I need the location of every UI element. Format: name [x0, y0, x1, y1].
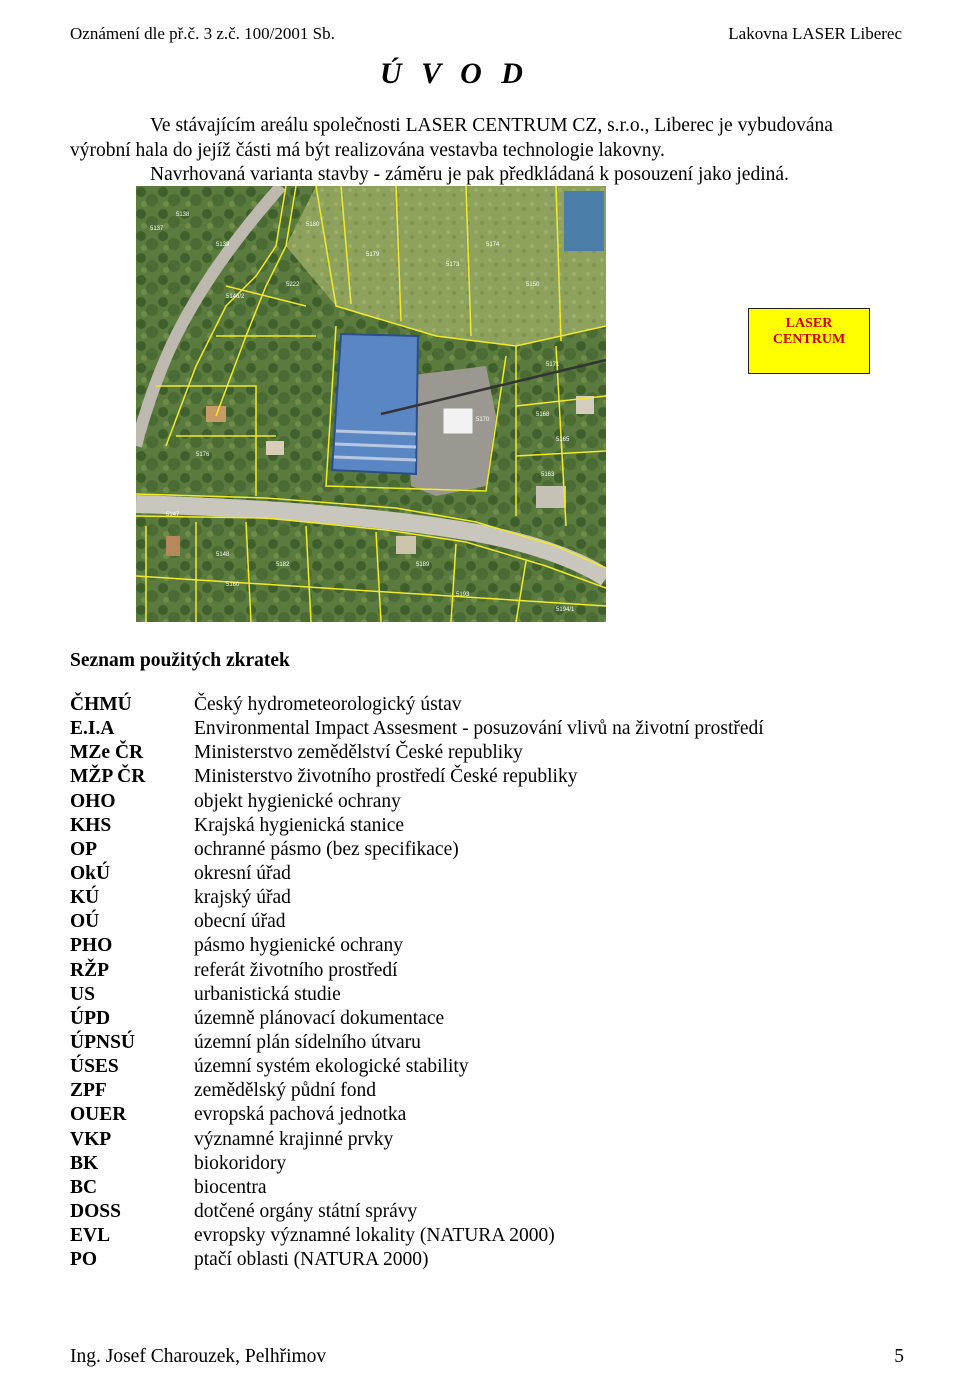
abbreviation-meaning: ptačí oblasti (NATURA 2000) — [194, 1249, 429, 1271]
parcel-label: 5139 — [216, 242, 230, 248]
callout-line-1: LASER — [785, 316, 833, 331]
parcel-label: 5179 — [366, 252, 380, 258]
abbreviation-row — [70, 1008, 764, 1032]
parcel-label: 5189 — [416, 562, 430, 568]
abbreviation-row — [70, 766, 764, 790]
intro-line-1: Ve stávajícím areálu společnosti LASER CENTRUM CZ, s.r.o., Liberec je vybudována — [150, 115, 833, 136]
header-right: Lakovna LASER Liberec — [728, 24, 902, 43]
abbreviation-code: ÚPD — [70, 1007, 111, 1029]
abbreviation-row — [70, 839, 764, 863]
abbreviation-meaning: krajský úřad — [194, 887, 291, 909]
abbreviation-meaning: Ministerstvo zemědělství České republiky — [194, 742, 523, 764]
abbreviation-code: OP — [70, 838, 98, 860]
abbreviation-meaning: biokoridory — [194, 1152, 287, 1174]
abbreviations-list — [70, 694, 764, 1273]
parcel-label: 5180 — [306, 222, 320, 228]
abbreviation-meaning: dotčené orgány státní správy — [194, 1200, 418, 1222]
abbreviations-title: Seznam použitých zkratek — [70, 650, 290, 671]
abbreviation-code: MZe ČR — [70, 742, 144, 764]
abbreviation-row — [70, 1129, 764, 1153]
abbreviation-row — [70, 1201, 764, 1225]
callout-line-2: CENTRUM — [772, 332, 846, 347]
parcel-label: 5176 — [196, 452, 210, 458]
abbreviation-meaning: významné krajinné prvky — [194, 1128, 394, 1150]
abbreviation-row — [70, 815, 764, 839]
abbreviation-code: E.I.A — [70, 718, 115, 740]
abbreviation-row — [70, 1225, 764, 1249]
parcel-label: 5173 — [446, 262, 460, 268]
abbreviation-code: EVL — [70, 1225, 111, 1247]
abbreviation-code: PHO — [70, 935, 113, 957]
abbreviation-code: OUER — [70, 1104, 127, 1126]
abbreviation-code: VKP — [70, 1128, 112, 1150]
abbreviation-row — [70, 791, 764, 815]
abbreviation-code: PO — [70, 1249, 98, 1271]
parcel-label: 5171 — [546, 362, 560, 368]
abbreviation-meaning: územní systém ekologické stability — [194, 1056, 469, 1078]
parcel-label: 5194/1 — [556, 607, 575, 613]
abbreviation-row — [70, 960, 764, 984]
abbreviation-meaning: evropská pachová jednotka — [194, 1104, 407, 1126]
abbreviation-row — [70, 718, 764, 742]
laser-centrum-callout — [748, 308, 870, 374]
footer-author: Ing. Josef Charouzek, Pelhřimov — [70, 1346, 327, 1367]
abbreviation-code: OHO — [70, 790, 116, 812]
parcel-label: 5148 — [216, 552, 230, 558]
abbreviation-meaning: objekt hygienické ochrany — [194, 790, 401, 812]
intro-line-2: výrobní hala do jejíž části má být realizována vestavba technologie lakovny. — [70, 139, 665, 161]
abbreviation-meaning: obecní úřad — [194, 911, 286, 933]
parcel-label: 5147 — [166, 512, 180, 518]
abbreviation-meaning: územní plán sídelního útvaru — [194, 1031, 421, 1053]
parcel-label: 5222 — [286, 282, 300, 288]
parcel-label: 5150 — [526, 282, 540, 288]
abbreviation-meaning: územně plánovací dokumentace — [194, 1007, 445, 1029]
parcel-label: 5193 — [456, 592, 470, 598]
parcel-label: 5163 — [541, 472, 555, 478]
footer-page-number: 5 — [894, 1346, 904, 1367]
abbreviation-row — [70, 694, 764, 718]
abbreviation-row — [70, 863, 764, 887]
abbreviation-code: US — [70, 983, 95, 1005]
abbreviation-meaning: evropsky významné lokality (NATURA 2000) — [194, 1225, 555, 1247]
abbreviation-code: DOSS — [70, 1200, 121, 1222]
abbreviation-code: BK — [70, 1152, 99, 1174]
intro-text — [70, 114, 910, 188]
abbreviation-row — [70, 935, 764, 959]
abbreviation-code: KHS — [70, 814, 112, 836]
abbreviation-meaning: zemědělský půdní fond — [194, 1080, 376, 1102]
abbreviation-meaning: Krajská hygienická stanice — [194, 814, 405, 836]
abbreviation-code: MŽP ČR — [70, 766, 146, 788]
abbreviation-code: RŽP — [70, 959, 109, 981]
abbreviation-row — [70, 1104, 764, 1128]
abbreviation-meaning: Ministerstvo životního prostředí České republiky — [194, 766, 578, 788]
parcel-label: 5170 — [476, 417, 490, 423]
parcel-label: 5168 — [536, 412, 550, 418]
abbreviation-code: ZPF — [70, 1080, 107, 1102]
abbreviation-row — [70, 1032, 764, 1056]
abbreviation-row — [70, 984, 764, 1008]
parcel-label: 5138 — [176, 212, 190, 218]
abbreviation-code: BC — [70, 1176, 98, 1198]
abbreviation-row — [70, 1080, 764, 1104]
abbreviation-code: OÚ — [70, 911, 100, 933]
abbreviation-meaning: pásmo hygienické ochrany — [194, 935, 404, 957]
abbreviation-code: OkÚ — [70, 862, 111, 884]
parcel-label: 5160 — [226, 582, 240, 588]
abbreviation-row — [70, 1056, 764, 1080]
abbreviation-row — [70, 1153, 764, 1177]
abbreviation-code: ÚSES — [70, 1056, 119, 1078]
abbreviation-meaning: Český hydrometeorologický ústav — [194, 694, 462, 715]
abbreviation-row — [70, 887, 764, 911]
abbreviation-row — [70, 742, 764, 766]
abbreviation-row — [70, 1177, 764, 1201]
aerial-map — [136, 186, 606, 622]
parcel-label: 5137 — [150, 226, 164, 232]
parcel-label: 5174 — [486, 242, 500, 248]
abbreviation-meaning: ochranné pásmo (bez specifikace) — [194, 838, 459, 860]
parcel-label: 5165 — [556, 437, 570, 443]
abbreviation-row — [70, 911, 764, 935]
abbreviation-meaning: Environmental Impact Assesment - posuzování vlivů na životní prostředí — [194, 718, 764, 740]
intro-line-3: Navrhovaná varianta stavby - záměru je pak předkládaná k posouzení jako jediná. — [150, 164, 789, 185]
parcel-label: 5182 — [276, 562, 290, 568]
parcel-label: 5146/2 — [226, 294, 245, 300]
abbreviation-meaning: biocentra — [194, 1176, 267, 1198]
abbreviation-meaning: referát životního prostředí — [194, 959, 398, 981]
abbreviation-code: KÚ — [70, 887, 100, 909]
abbreviation-meaning: okresní úřad — [194, 862, 291, 884]
header-left: Oznámení dle př.č. 3 z.č. 100/2001 Sb. — [70, 24, 335, 43]
abbreviation-meaning: urbanistická studie — [194, 983, 341, 1005]
abbreviation-code: ČHMÚ — [70, 694, 132, 715]
page-title: Ú V O D — [380, 57, 529, 90]
abbreviation-row — [70, 1249, 764, 1273]
abbreviation-code: ÚPNSÚ — [70, 1031, 136, 1053]
